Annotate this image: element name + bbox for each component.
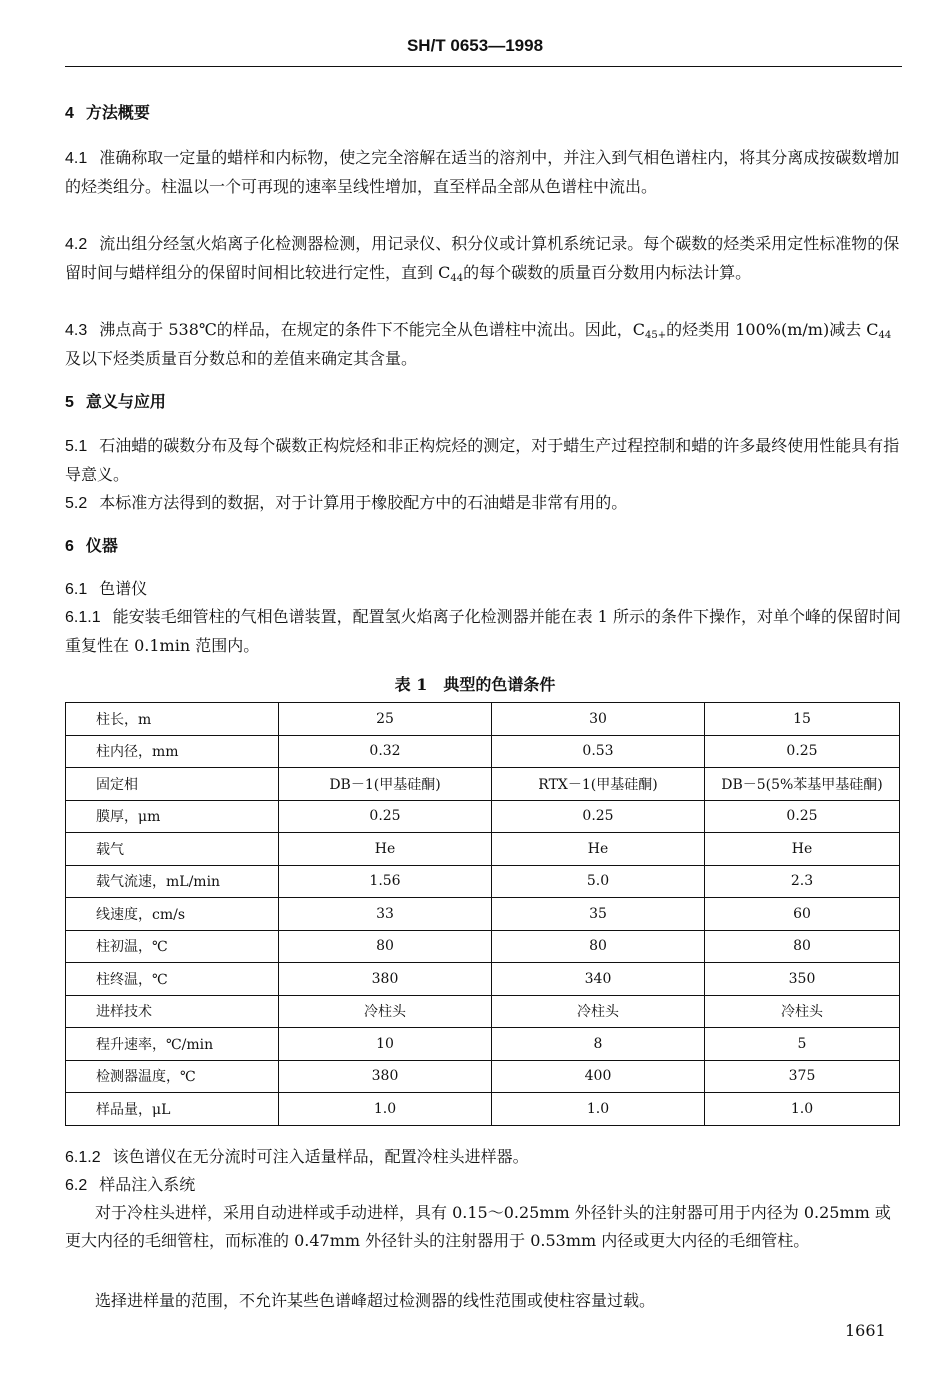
table-row	[66, 800, 900, 833]
value-cell: 0.25	[705, 735, 900, 768]
value-cell: 25	[279, 703, 492, 736]
value-cell: 340	[492, 963, 705, 996]
value-cell: 5.0	[492, 865, 705, 898]
para-6-1-1: 6.1.1 能安装毛细管柱的气相色谱装置，配置氢火焰离子化检测器并能在表 1 所示的条件下操作，对单个峰的保留时间重复性在 0.1min 范围内。	[65, 607, 901, 655]
table-row	[66, 703, 900, 736]
table-row	[66, 1093, 900, 1126]
table-row	[66, 768, 900, 801]
parameter-cell: 样品量，μL	[66, 1093, 279, 1126]
value-cell: 10	[279, 1028, 492, 1061]
value-cell: He	[705, 833, 900, 866]
parameter-cell: 程升速率，℃/min	[66, 1028, 279, 1061]
value-cell: 380	[279, 1060, 492, 1093]
value-cell: 380	[279, 963, 492, 996]
value-cell: 80	[279, 930, 492, 963]
section-4-heading: 4 方法概要	[65, 103, 150, 122]
paragraph-injection: 对于冷柱头进样，采用自动进样或手动进样，具有 0.15～0.25mm 外径针头的注射器可用于内径为 0.25mm 或更大内径的毛细管柱，而标准的 0.47mm 外径针头的注射器用于 0.53mm 内径或更大内径的毛细管柱。	[65, 1203, 891, 1250]
value-cell: 60	[705, 898, 900, 931]
table-row	[66, 735, 900, 768]
value-cell: RTX－1(甲基硅酮)	[492, 768, 705, 801]
para-6-1-2: 6.1.2 该色谱仪在无分流时可注入适量样品，配置冷柱头进样器。	[65, 1147, 529, 1166]
section-5-heading: 5 意义与应用	[65, 392, 166, 411]
value-cell: 80	[705, 930, 900, 963]
value-cell: 0.25	[492, 800, 705, 833]
table-row	[66, 930, 900, 963]
para-5-2: 5.2 本标准方法得到的数据，对于计算用于橡胶配方中的石油蜡是非常有用的。	[65, 493, 628, 512]
chromatography-conditions-table	[65, 702, 900, 1126]
value-cell: 0.25	[705, 800, 900, 833]
value-cell: 80	[492, 930, 705, 963]
parameter-cell: 柱终温，℃	[66, 963, 279, 996]
table-row	[66, 865, 900, 898]
para-6-2: 6.2 样品注入系统	[65, 1175, 196, 1194]
value-cell: 0.53	[492, 735, 705, 768]
table-title: 表 1 典型的色谱条件	[394, 675, 556, 694]
value-cell: 1.0	[279, 1093, 492, 1126]
value-cell: 400	[492, 1060, 705, 1093]
parameter-cell: 固定相	[66, 768, 279, 801]
value-cell: 33	[279, 898, 492, 931]
table-row	[66, 1028, 900, 1061]
para-5-1: 5.1 石油蜡的碳数分布及每个碳数正构烷烃和非正构烷烃的测定，对于蜡生产过程控制和蜡的许多最终使用性能具有指导意义。	[65, 436, 900, 484]
header-rule	[65, 66, 902, 67]
parameter-cell: 柱初温，℃	[66, 930, 279, 963]
para-6-1: 6.1 色谱仪	[65, 579, 148, 598]
value-cell: 冷柱头	[492, 995, 705, 1028]
value-cell: 冷柱头	[705, 995, 900, 1028]
value-cell: He	[492, 833, 705, 866]
value-cell: 350	[705, 963, 900, 996]
parameter-cell: 载气流速，mL/min	[66, 865, 279, 898]
table-row	[66, 833, 900, 866]
value-cell: DB－5(5%苯基甲基硅酮)	[705, 768, 900, 801]
value-cell: 30	[492, 703, 705, 736]
value-cell: 冷柱头	[279, 995, 492, 1028]
parameter-cell: 进样技术	[66, 995, 279, 1028]
parameter-cell: 检测器温度，℃	[66, 1060, 279, 1093]
parameter-cell: 线速度，cm/s	[66, 898, 279, 931]
value-cell: 0.25	[279, 800, 492, 833]
value-cell: 1.56	[279, 865, 492, 898]
value-cell: DB－1(甲基硅酮)	[279, 768, 492, 801]
value-cell: 1.0	[492, 1093, 705, 1126]
para-4-2: 4.2 流出组分经氢火焰离子化检测器检测，用记录仪、积分仪或计算机系统记录。每个碳数的烃类采用定性标准物的保留时间与蜡样组分的保留时间相比较进行定性，直到 $C_{44}$的每个碳数的质量百分数用内标法计算。	[65, 234, 900, 284]
value-cell: 5	[705, 1028, 900, 1061]
parameter-cell: 柱内径，mm	[66, 735, 279, 768]
value-cell: 1.0	[705, 1093, 900, 1126]
parameter-cell: 载气	[66, 833, 279, 866]
para-4-1: 4.1 准确称取一定量的蜡样和内标物，使之完全溶解在适当的溶剂中，并注入到气相色谱柱内，将其分离成按碳数增加的烃类组分。柱温以一个可再现的速率呈线性增加，直至样品全部从色谱柱中流出。	[65, 148, 900, 196]
table-row	[66, 1060, 900, 1093]
parameter-cell: 柱长，m	[66, 703, 279, 736]
parameter-cell: 膜厚，μm	[66, 800, 279, 833]
table-row	[66, 898, 900, 931]
table-row	[66, 963, 900, 996]
value-cell: 8	[492, 1028, 705, 1061]
value-cell: 15	[705, 703, 900, 736]
page-header: SH/T 0653—1998	[406, 36, 544, 55]
value-cell: 35	[492, 898, 705, 931]
paragraph-injection-volume: 选择进样量的范围，不允许某些色谱峰超过检测器的线性范围或使柱容量过载。	[95, 1291, 656, 1310]
value-cell: 2.3	[705, 865, 900, 898]
section-6-heading: 6 仪器	[65, 536, 118, 555]
para-4-3: 4.3 沸点高于 538℃的样品，在规定的条件下不能完全从色谱柱中流出。因此，$C_{45+}$的烃类用 100%(m/m)减去 $C_{44}$及以下烃类质量百分数总和的差值来确定其含量。	[65, 320, 892, 368]
page-number: 1661	[845, 1321, 886, 1340]
value-cell: 375	[705, 1060, 900, 1093]
table-row	[66, 995, 900, 1028]
value-cell: 0.32	[279, 735, 492, 768]
value-cell: He	[279, 833, 492, 866]
